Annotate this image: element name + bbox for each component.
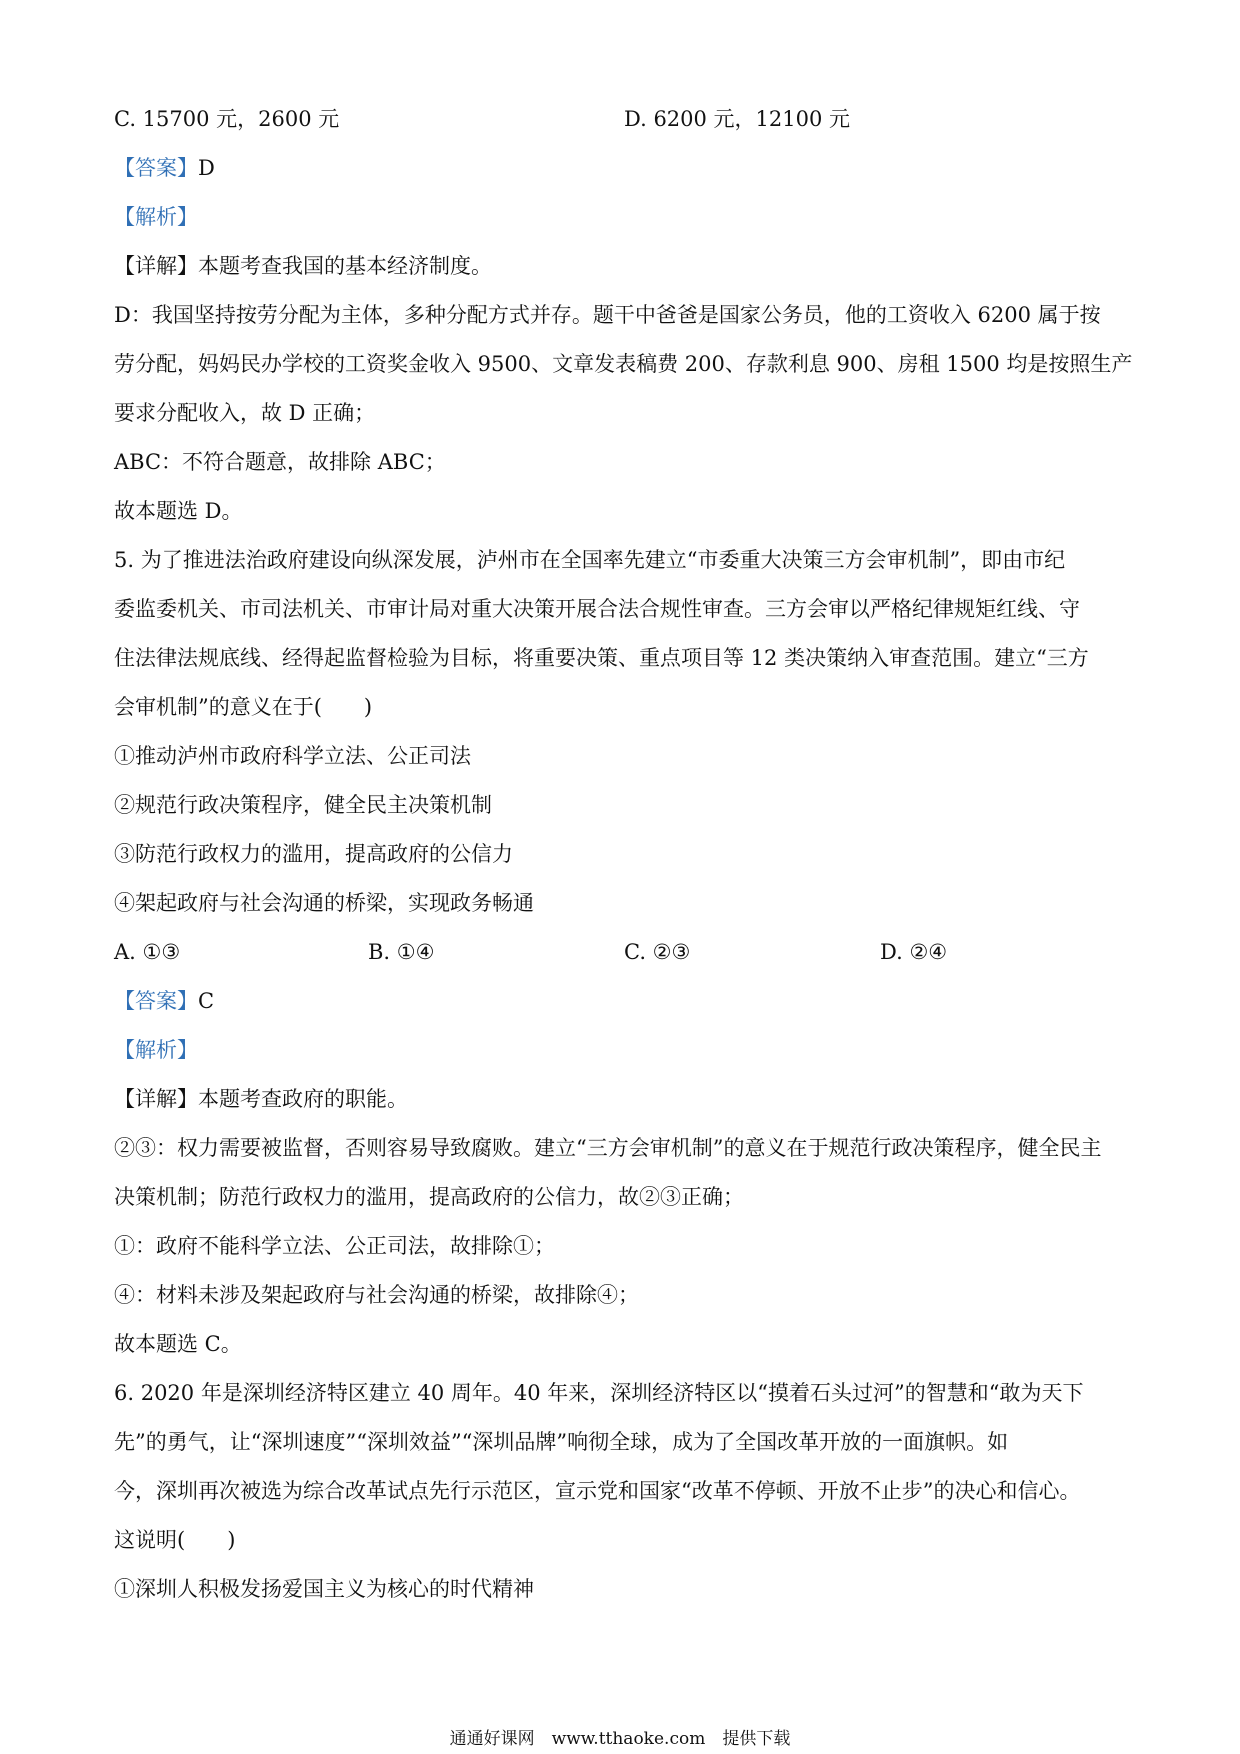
q6-stem-line: 今，深圳再次被选为综合改革试点先行示范区，宣示党和国家“改革不停顿、开放不止步”的决心和信心。 — [114, 1479, 1081, 1503]
q5-option-b: B. ①④ — [368, 940, 435, 964]
q5-stem-line: 5. 为了推进法治政府建设向纵深发展，泸州市在全国率先建立“市委重大决策三方会审机制”，即由市纪 — [114, 548, 1066, 572]
q5-detail — [114, 1084, 1134, 1114]
q5-option-a: A. ①③ — [114, 940, 181, 964]
q5-stem-line: 委监委机关、市司法机关、市审计局对重大决策开展合法合规性审查。三方会审以严格纪律规矩红线、守 — [114, 597, 1080, 621]
q4-explanation-line: 故本题选 D。 — [114, 499, 243, 523]
q4-analysis-tag: 【解析】 — [114, 205, 198, 229]
q6-stem-line: 先”的勇气，让“深圳速度”“深圳效益”“深圳品牌”响彻全球，成为了全国改革开放的一面旗帜。如 — [114, 1430, 1009, 1454]
q5-answer — [114, 986, 1134, 1016]
detail-tag: 【详解】 — [114, 1087, 198, 1111]
q5-stem-line: 会审机制”的意义在于( ) — [114, 695, 373, 719]
q5-explanation-line: ②③：权力需要被监督，否则容易导致腐败。建立“三方会审机制”的意义在于规范行政决策程序，健全民主 — [114, 1136, 1102, 1160]
q4-detail — [114, 251, 1134, 281]
q5-option-d: D. ②④ — [880, 940, 948, 964]
q4-explanation-line: D：我国坚持按劳分配为主体，多种分配方式并存。题干中爸爸是国家公务员，他的工资收入 6200 属于按 — [114, 303, 1101, 327]
answer-value: D — [198, 156, 215, 180]
answer-tag: 【答案】 — [114, 989, 198, 1013]
q5-analysis-tag: 【解析】 — [114, 1038, 198, 1062]
q5-option-c: C. ②③ — [624, 940, 691, 964]
q5-explanation-line: 决策机制；防范行政权力的滥用，提高政府的公信力，故②③正确； — [114, 1185, 744, 1209]
answer-tag: 【答案】 — [114, 156, 198, 180]
detail-tag: 【详解】 — [114, 254, 198, 278]
answer-value: C — [198, 989, 215, 1013]
q4-explanation-line: ABC：不符合题意，故排除 ABC； — [114, 450, 446, 474]
q5-stem-line: 住法律法规底线、经得起监督检验为目标，将重要决策、重点项目等 12 类决策纳入审查范围。建立“三方 — [114, 646, 1089, 670]
q5-item: ①推动泸州市政府科学立法、公正司法 — [114, 744, 471, 768]
q6-stem-line: 这说明( ) — [114, 1528, 236, 1552]
q5-explanation-line: ④：材料未涉及架起政府与社会沟通的桥梁，故排除④； — [114, 1283, 639, 1307]
detail-text: 本题考查我国的基本经济制度。 — [198, 254, 492, 278]
q5-item: ④架起政府与社会沟通的桥梁，实现政务畅通 — [114, 891, 534, 915]
q6-stem-line: 6. 2020 年是深圳经济特区建立 40 周年。40 年来，深圳经济特区以“摸着石头过河”的智慧和“敢为天下 — [114, 1381, 1084, 1405]
q5-item: ②规范行政决策程序，健全民主决策机制 — [114, 793, 492, 817]
q5-explanation-line: 故本题选 C。 — [114, 1332, 242, 1356]
q4-answer — [114, 153, 1134, 183]
q5-item: ③防范行政权力的滥用，提高政府的公信力 — [114, 842, 513, 866]
page-footer: 通通好课网 www.tthaoke.com 提供下载 — [449, 1729, 791, 1749]
q5-explanation-line: ①：政府不能科学立法、公正司法，故排除①； — [114, 1234, 555, 1258]
q4-explanation-line: 要求分配收入，故 D 正确； — [114, 401, 376, 425]
q4-option-d: D. 6200 元，12100 元 — [624, 107, 851, 131]
q4-explanation-line: 劳分配，妈妈民办学校的工资奖金收入 9500、文章发表稿费 200、存款利息 900、房租 1500 均是按照生产 — [114, 352, 1133, 376]
detail-text: 本题考查政府的职能。 — [198, 1087, 408, 1111]
q6-item: ①深圳人积极发扬爱国主义为核心的时代精神 — [114, 1577, 534, 1601]
q4-option-c: C. 15700 元，2600 元 — [114, 107, 340, 131]
